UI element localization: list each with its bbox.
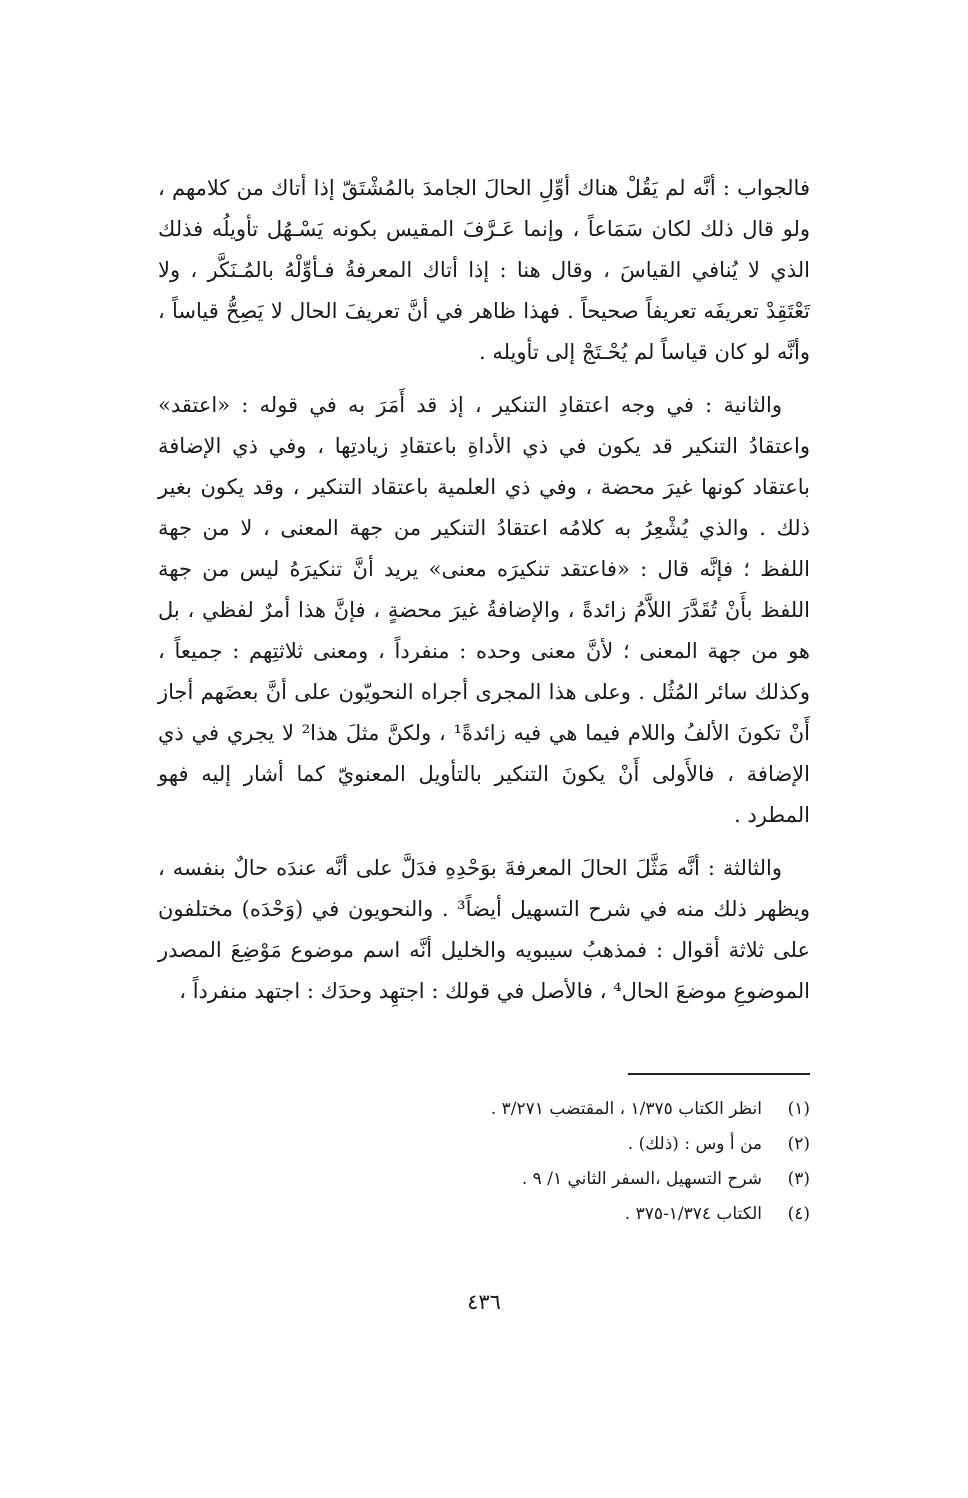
footnote-1 [158,1092,810,1127]
footnote-4 [158,1197,810,1232]
footnote-separator [628,1073,810,1075]
footnote-text: الكتاب ١/٣٧٤-٣٧٥ . [624,1204,762,1224]
paragraph-1: فالجواب : أنَّه لم يَقُلْ هناك أوِّلِ الحالَ الجامدَ بالمُشْتَقّ إذا أتاك من كلامهم ، ولو قال ذلك لكان سَمَاعاً ، وإنما عَـرَّفَ المقيس بكونه يَسْـهُل تأويلُه فذلك الذي لا يُنافي القياسَ ، وقال هنا : إذا أتاك المعرفةُ فـأوِّلْهُ بالمُـنَكَّر ، ولا تَعْتَقِدْ تعريفَه تعريفاً صحيحاً . فهذا ظاهر في أنَّ تعريفَ الحال لا يَصِحُّ قياساً ، وأنَّه لو كان قياساً لم يُحْـتَجْ إلى تأويله . [158,176,810,364]
footnotes [158,1092,810,1232]
footnote-number: (٣) [787,1169,810,1189]
main-text [158,168,810,1024]
page-number: ٤٣٦ [467,1290,501,1314]
footnote-text: انظر الكتاب ١/٣٧٥ ، المقتضب ٣/٢٧١ . [490,1099,762,1119]
footnote-number: (٢) [787,1134,810,1154]
footnote-text: شرح التسهيل ،السفر الثاني ١/ ٩ . [521,1169,762,1189]
footnote-text: من أ وس : (ذلك) . [627,1134,762,1154]
paragraph-2: والثانية : في وجه اعتقادِ التنكير ، إذ قد أَمَرَ به في قوله : «اعتقد» واعتقادُ التنكير قد يكون في ذي الأداةِ باعتقادِ زيادتِها ، وفي ذي الإضافة باعتقاد كونها غيرَ محضة ، وفي ذي العلمية باعتقاد التنكير ، وقد يكون بغير ذلك . والذي يُشْعِرُ به كلامُه اعتقادُ التنكير من جهة المعنى ، لا من جهة اللفظ ؛ فإنَّه قال : «فاعتقد تنكيرَه معنى» يريد أنَّ تنكيرَهُ ليس من جهة اللفظ بأَنْ تُقَدَّرَ اللاَّمُ زائدةً ، والإضافةُ غيرَ محضةٍ ، فإنَّ هذا أمرٌ لفظي ، بل هو من جهة المعنى ؛ لأنَّ معنى وحده : منفرداً ، ومعنى ثلاثتِهم : جميعاً ، وكذلك سائر المُثُل . وعلى هذا المجرى أجراه النحويّون على أنَّ بعضَهم أجاز أَنْ تكونَ الألفُ واللام فيما هي فيه زائدةً¹ ، ولكنَّ مثلَ هذا² لا يجري في ذي الإضافة ، فالأَولى أَنْ يكونَ التنكير بالتأويل المعنويّ كما أشار إليه فهو المطرد . [158,393,810,827]
footnote-number: (١) [787,1099,810,1119]
footnote-number: (٤) [787,1204,810,1224]
footnote-3 [158,1162,810,1197]
footnote-2 [158,1127,810,1162]
paragraph-3: والثالثة : أنَّه مَثَّلَ الحالَ المعرفةَ بوَحْدِهِ فدَلَّ على أنَّه عندَه حالٌ بنفسه ، ويظهر ذلك منه في شرح التسهيل أيضاً³ . والنحويون في (وَحْدَه) مختلفون على ثلاثة أقوال : فمذهبُ سيبويه والخليل أنَّه اسم موضوع مَوْضِعَ المصدر الموضوعِ موضعَ الحال⁴ ، فالأصل في قولك : اجتهِد وحدَك : اجتهد منفرداً ، [158,856,810,1003]
